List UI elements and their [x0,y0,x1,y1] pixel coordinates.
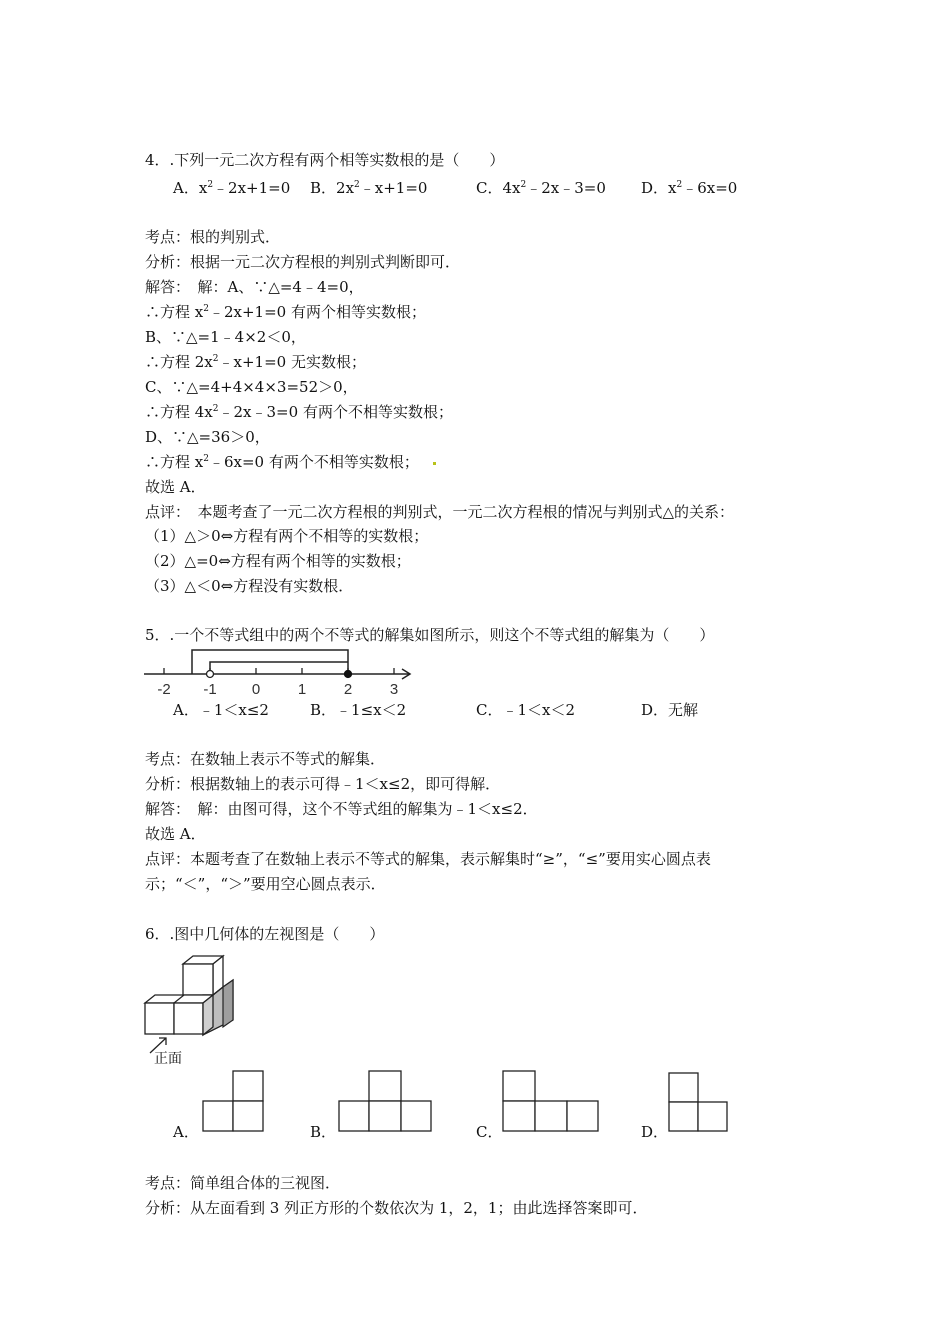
tick-label-neg1: -1 [203,681,217,698]
q4-l5-sup: 2 [212,404,219,414]
q5-dianping-2: 示；“＜”，“＞”要用空心圆点表示． [145,875,386,893]
q5-option-b[interactable]: B．﹣1≤x＜2 [310,701,407,719]
q4-option-c-post: ﹣2x﹣3=0 [526,179,606,197]
q6-option-d-figure[interactable] [668,1072,730,1134]
front-label: 正面 [154,1050,182,1066]
square [669,1102,698,1131]
square [401,1101,431,1131]
q4-option-a[interactable] [173,178,290,198]
q4-option-d[interactable] [641,178,737,198]
q4-jieda: 解答： 解：A、∵△=4﹣4=0， [145,278,364,296]
q4-stem: 4．.下列一元二次方程有两个相等实数根的是（ ） [145,151,505,169]
q5-guxuan: 故选 A． [145,825,206,843]
tick-label-1: 1 [297,681,307,698]
q4-solution-line-3 [145,352,366,372]
bottom-cube-left [145,1003,174,1034]
open-circle-neg1 [207,671,214,678]
q4-option-d-label: D． [641,179,669,197]
square [233,1101,263,1131]
stray-mark [433,462,436,465]
q6-option-b-figure[interactable] [338,1070,434,1134]
q4-option-b-sup: 2 [354,180,360,190]
q4-option-c-pre: 4x [502,179,521,197]
q4-point-2: （2）△=0⇔方程有两个相等的实数根； [145,552,411,570]
square [669,1073,698,1102]
q4-guxuan: 故选 A． [145,478,206,496]
q4-option-c[interactable] [476,178,606,198]
top-cube-front-face [183,964,213,995]
q5-option-a[interactable]: A．﹣1＜x≤2 [173,701,269,719]
q5-option-d[interactable]: D．无解 [641,701,699,719]
q6-option-c-label[interactable]: C． [476,1123,503,1141]
tick-label-2: 2 [343,681,353,698]
q4-option-b-post: ﹣x+1=0 [359,179,428,197]
q4-option-a-post: ﹣2x+1=0 [213,179,291,197]
q5-jieda: 解答： 解：由图可得，这个不等式组的解集为﹣1＜x≤2． [145,800,538,818]
q4-option-c-sup: 2 [520,180,527,190]
q4-option-b-label: B． [310,179,337,197]
number-line-figure [140,648,420,700]
q4-option-d-pre: x [668,179,677,197]
square [698,1102,727,1131]
bottom-cube-side [203,995,213,1035]
q6-option-b-label[interactable]: B． [310,1123,337,1141]
q4-option-a-label: A． [173,179,199,197]
q5-option-c[interactable]: C．﹣1＜x＜2 [476,701,576,719]
q6-kaodian: 考点：简单组合体的三视图． [145,1174,341,1192]
q6-option-c-figure[interactable] [502,1070,600,1134]
q4-option-c-label: C． [476,179,503,197]
solution-bracket-lower [210,662,348,674]
q4-solution-line-6: D、∵△=36＞0， [145,428,270,446]
q5-kaodian: 考点：在数轴上表示不等式的解集． [145,750,386,768]
tick-label-neg2: -2 [157,681,171,698]
q4-solution-line-2: B、∵△=1﹣4×2＜0， [145,328,306,346]
q4-l7-post: ﹣6x=0 有两个不相等实数根； [208,453,419,471]
square [339,1101,369,1131]
q4-option-b-pre: 2x [336,179,355,197]
q4-l7-sup: 2 [203,454,209,464]
q4-solution-line-7 [145,452,419,472]
square [233,1071,263,1101]
q5-stem: 5．.一个不等式组中的两个不等式的解集如图所示，则这个不等式组的解集为（ ） [145,626,715,644]
q4-l3-pre: ∴方程 2x [145,353,213,371]
q6-fenxi: 分析：从左面看到 3 列正方形的个数依次为 1，2，1；由此选择答案即可． [145,1199,648,1217]
q5-fenxi: 分析：根据数轴上的表示可得﹣1＜x≤2，即可得解． [145,775,501,793]
filled-circle-2 [345,671,352,678]
bottom-cube-right [174,1003,203,1034]
q4-l7-pre: ∴方程 x [145,453,204,471]
square [369,1071,401,1101]
q4-option-d-post: ﹣6x=0 [682,179,738,197]
q4-solution-line-1 [145,302,426,322]
q4-point-1: （1）△＞0⇔方程有两个不相等的实数根； [145,527,429,545]
square [503,1071,535,1101]
q4-solution-line-4: C、∵△=4+4×4×3=52＞0， [145,378,358,396]
q4-l1-sup: 2 [203,304,209,314]
tick-label-3: 3 [389,681,399,698]
q6-option-a-label[interactable]: A． [173,1123,199,1141]
q4-l5-post: ﹣2x﹣3=0 有两个不相等实数根； [218,403,453,421]
q4-l1-post: ﹣2x+1=0 有两个相等实数根； [208,303,426,321]
q4-option-d-sup: 2 [676,180,683,190]
q4-option-a-pre: x [198,179,208,197]
q4-l3-post: ﹣x+1=0 无实数根； [218,353,366,371]
q4-fenxi: 分析：根据一元二次方程根的判别式判断即可． [145,253,461,271]
q4-kaodian: 考点：根的判别式． [145,228,281,246]
tick-label-0: 0 [251,681,261,698]
q4-dianping: 点评： 本题考查了一元二次方程根的判别式，一元二次方程根的情况与判别式△的关系： [145,503,735,521]
q4-l1-pre: ∴方程 x [145,303,204,321]
square [567,1101,598,1131]
q5-dianping-1: 点评：本题考查了在数轴上表示不等式的解集，表示解集时“≥”，“≤”要用实心圆点表 [145,850,711,868]
q6-option-d-label[interactable]: D． [641,1123,669,1141]
q6-stem: 6．.图中几何体的左视图是（ ） [145,925,385,943]
q4-l3-sup: 2 [212,354,219,364]
q4-option-a-sup: 2 [207,180,214,190]
solid-figure [140,950,250,1065]
q4-l5-pre: ∴方程 4x [145,403,213,421]
square [203,1101,233,1131]
square [369,1101,401,1131]
square [535,1101,567,1131]
q6-option-a-figure[interactable] [202,1070,266,1134]
q4-point-3: （3）△＜0⇔方程没有实数根． [145,577,354,595]
q4-solution-line-5 [145,402,453,422]
square [503,1101,535,1131]
q4-option-b[interactable] [310,178,427,198]
back-cube-side-face [223,980,233,1027]
